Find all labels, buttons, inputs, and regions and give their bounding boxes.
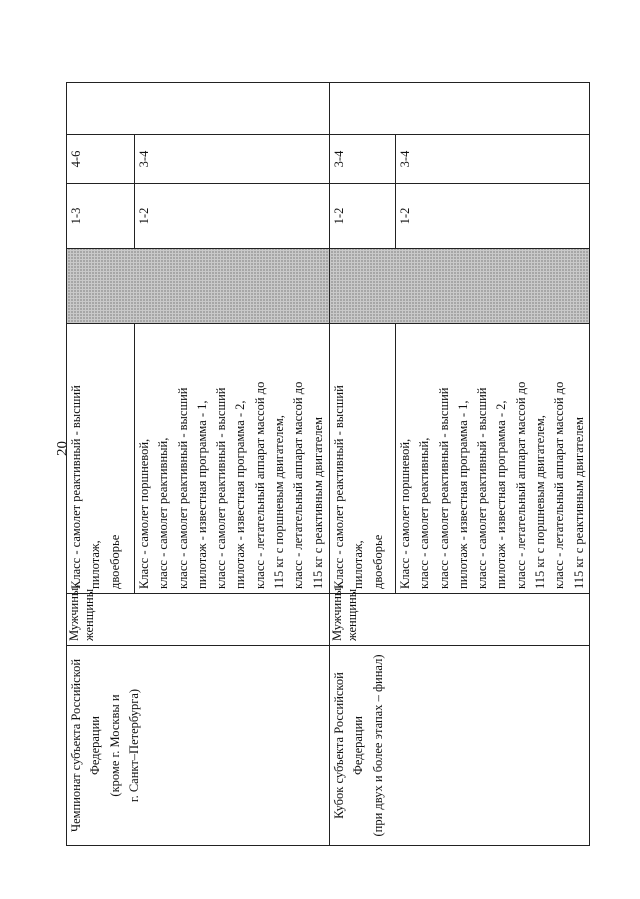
gender-line: женщины	[82, 588, 96, 641]
class-line: пилотаж - известная программа - 1,	[194, 400, 209, 589]
class-line: двоеборье	[107, 534, 122, 589]
event-cell	[67, 646, 330, 846]
gender-line: Мужчины,	[330, 584, 344, 641]
places-cell: 1-2	[135, 184, 330, 249]
rotated-table-wrapper	[66, 83, 586, 846]
page-number: 20	[54, 441, 71, 456]
event-line: (при двух и более этапах – финал)	[370, 654, 385, 837]
places-cell: 4-6	[67, 135, 135, 184]
class-line: пилотаж - известная программа - 1,	[455, 400, 470, 589]
class-line: Класс - самолет поршневой,	[137, 438, 151, 589]
event-line: Кубок субъекта Российской	[332, 672, 346, 819]
event-line: Федерации	[351, 715, 366, 776]
class-line: пилотаж - известная программа - 2,	[494, 400, 509, 589]
class-line: класс - летательный аппарат массой до	[513, 381, 528, 589]
class-line: 115 кг с реактивным двигателем	[310, 416, 325, 589]
empty-cell	[330, 83, 590, 135]
classes-cell	[330, 324, 396, 594]
event-line: Чемпионат субъекта Российской	[69, 658, 83, 833]
class-line: класс - самолет реактивный - высший	[214, 387, 229, 589]
classes-cell	[396, 324, 590, 594]
class-line: класс - самолет реактивный,	[417, 437, 432, 589]
class-line: класс - летательный аппарат массой до	[252, 381, 267, 589]
places-cell: 1-2	[330, 184, 396, 249]
class-line: класс - летательный аппарат массой до	[291, 381, 306, 589]
class-line: пилотаж - известная программа - 2,	[233, 400, 248, 589]
class-line: класс - самолет реактивный,	[156, 437, 171, 589]
class-line: класс - самолет реактивный - высший	[475, 387, 490, 589]
class-line: пилотаж,	[351, 540, 366, 589]
class-line: Класс - самолет реактивный - высший	[69, 385, 83, 589]
places-cell: 1-2	[396, 184, 590, 249]
shaded-cell	[330, 249, 590, 324]
empty-cell	[67, 83, 330, 135]
class-line: 115 кг с реактивным двигателем	[571, 416, 586, 589]
places-cell: 3-4	[135, 135, 330, 184]
class-line: 115 кг с поршневым двигателем,	[533, 415, 548, 589]
places-cell: 3-4	[330, 135, 396, 184]
gender-cell	[67, 584, 330, 646]
event-line: г. Санкт–Петербурга)	[126, 688, 141, 803]
table-row	[330, 83, 396, 846]
class-line: класс - летательный аппарат массой до	[552, 381, 567, 589]
class-line: класс - самолет реактивный - высший	[436, 387, 451, 589]
class-line: класс - самолет реактивный - высший	[175, 387, 190, 589]
event-line: (кроме г. Москвы и	[107, 694, 122, 797]
places-cell: 3-4	[396, 135, 590, 184]
places-cell: 1-3	[67, 184, 135, 249]
table-row	[67, 83, 135, 846]
class-line: Класс - самолет реактивный - высший	[332, 385, 346, 589]
event-cell	[330, 646, 590, 846]
gender-line: женщины	[345, 588, 359, 641]
classes-cell	[67, 324, 135, 594]
rotated-table-area	[66, 83, 640, 837]
classes-cell	[135, 324, 330, 594]
class-line: пилотаж,	[88, 540, 103, 589]
class-line: Класс - самолет поршневой,	[398, 438, 412, 589]
event-line: Федерации	[88, 715, 103, 776]
gender-line: Мужчины,	[67, 584, 81, 641]
gender-cell	[330, 584, 590, 646]
class-line: 115 кг с поршневым двигателем,	[272, 415, 287, 589]
class-line: двоеборье	[370, 534, 385, 589]
shaded-cell	[67, 249, 330, 324]
competition-table	[66, 82, 590, 846]
